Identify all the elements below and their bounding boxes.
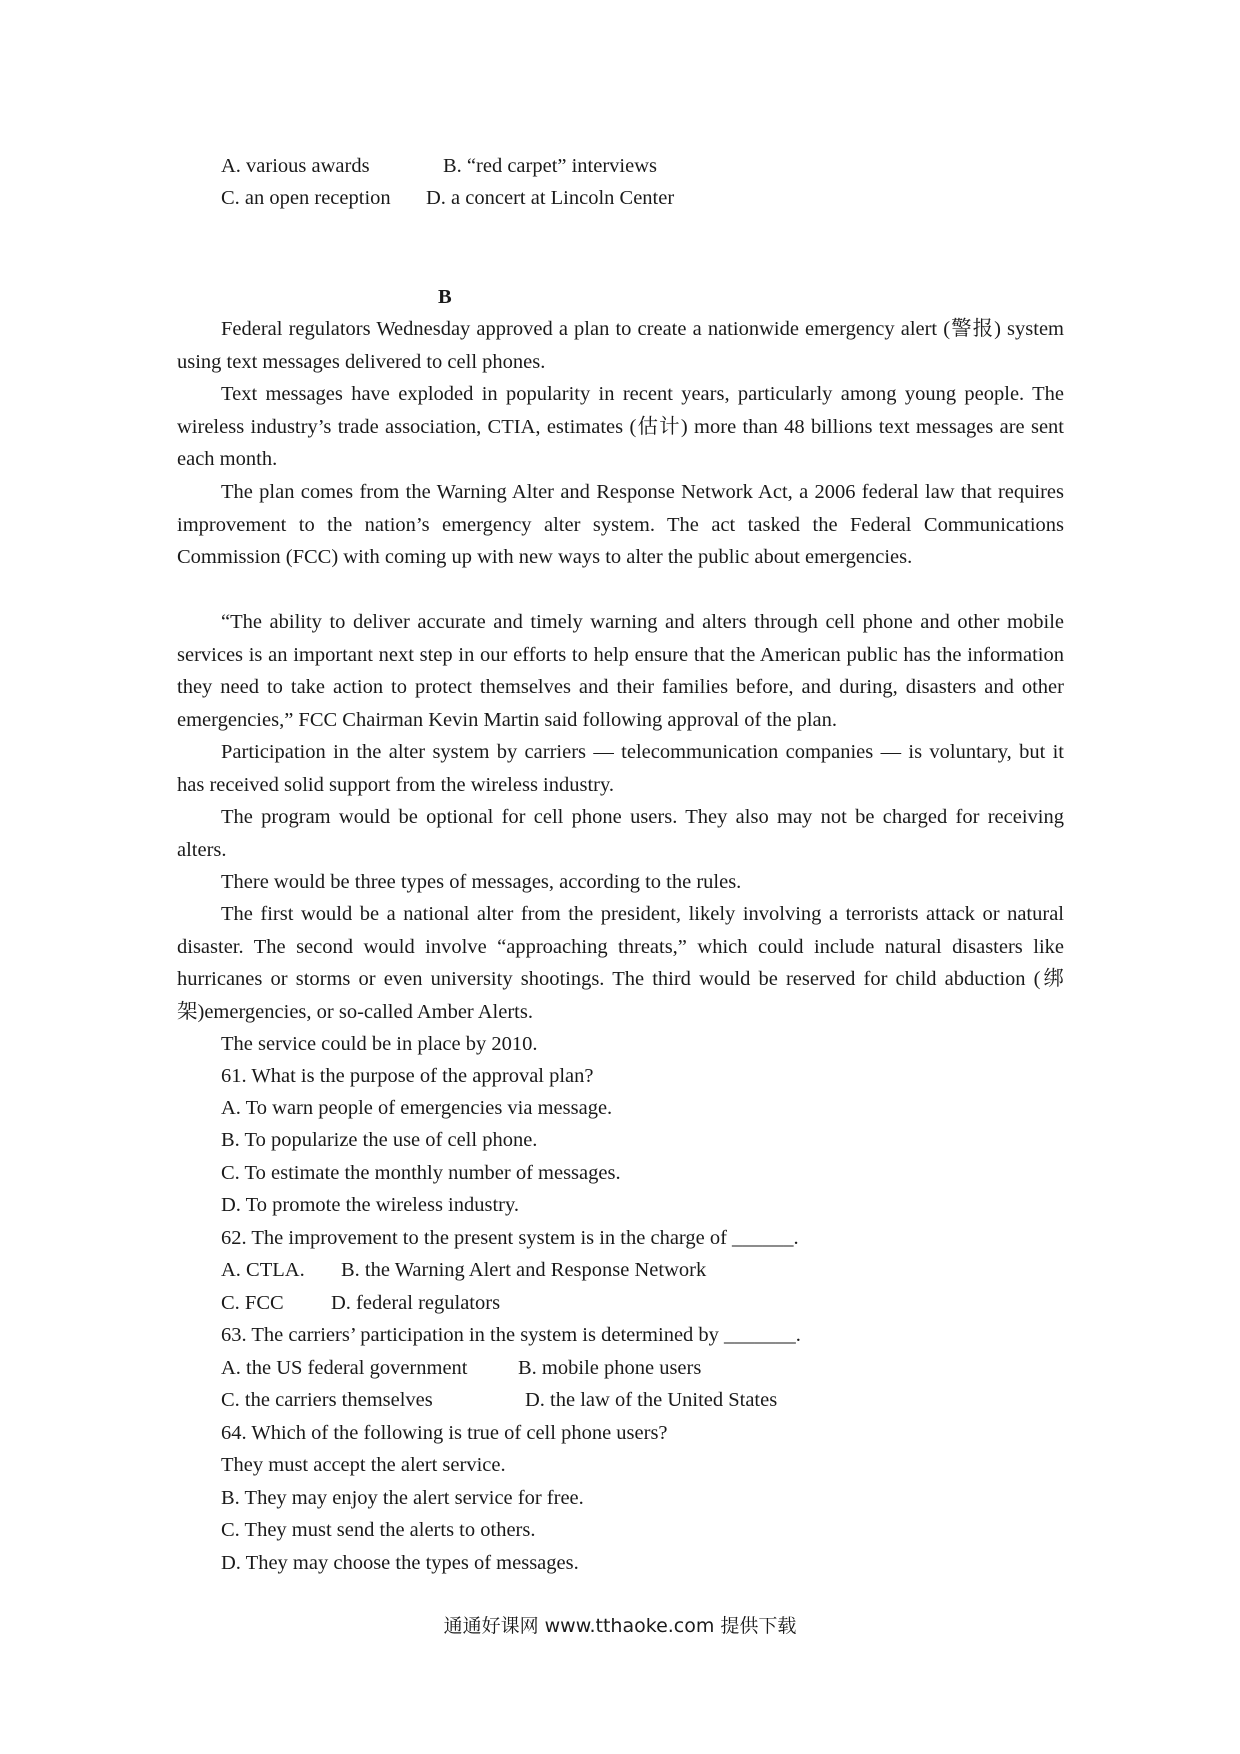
question-63-option-d: D. the law of the United States (525, 1389, 778, 1411)
question-63-option-c: C. the carriers themselves (221, 1389, 433, 1411)
prev-options-row-2 (221, 182, 675, 310)
question-61-option-b: B. To popularize the use of cell phone. (221, 1129, 538, 1151)
question-61-option-a: A. To warn people of emergencies via message. (221, 1097, 613, 1119)
question-62-option-d: D. federal regulators (331, 1292, 501, 1314)
passage-paragraph-4: “The ability to deliver accurate and timely warning and alters through cell phone and other mobile services is an important next step in our efforts to help ensure that the American public has the information they need to take action to protect themselves and their families before, and during, disasters and other emergencies,” FCC Chairman Kevin Martin said following approval of the plan. (177, 611, 1064, 731)
question-64-option-c: C. They must send the alerts to others. (221, 1519, 536, 1541)
prev-option-b: B. “red carpet” interviews (443, 155, 658, 177)
section-heading: B (438, 286, 452, 308)
question-64-option-a: They must accept the alert service. (221, 1454, 506, 1476)
question-64-option-b: B. They may enjoy the alert service for free. (221, 1487, 584, 1509)
question-62-option-c: C. FCC (221, 1292, 284, 1314)
prev-option-a: A. various awards (221, 155, 370, 177)
question-63-option-a: A. the US federal government (221, 1357, 468, 1379)
page-footer: 通通好课网 www.tthaoke.com 提供下载 (443, 1615, 797, 1637)
passage-paragraph-3: The plan comes from the Warning Alter and Response Network Act, a 2006 federal law that requires improvement to the nation’s emergency alter system. The act tasked the Federal Communications Commission (FCC) with coming up with new ways to alter the public about emergencies. (177, 481, 1064, 568)
prev-option-d: D. a concert at Lincoln Center (426, 187, 675, 209)
question-61-option-d: D. To promote the wireless industry. (221, 1194, 520, 1216)
passage-paragraph-9: The service could be in place by 2010. (221, 1033, 538, 1055)
passage-paragraph-6: The program would be optional for cell phone users. They also may not be charged for receiving alters. (177, 806, 1064, 861)
prev-option-c: C. an open reception (221, 187, 391, 209)
question-62-option-b: B. the Warning Alert and Response Network (341, 1259, 707, 1281)
passage-paragraph-8: The first would be a national alter from the president, likely involving a terrorists attack or natural disaster. The second would involve “approaching threats,” which could include natural disasters like hurricanes or storms or even university shootings. The third would be reserved for child abduction (绑架)emergencies, or so-called Amber Alerts. (177, 903, 1064, 1023)
question-63-stem: 63. The carriers’ participation in the system is determined by _______. (221, 1324, 801, 1346)
question-63-option-b: B. mobile phone users (518, 1357, 702, 1379)
passage-paragraph-5: Participation in the alter system by carriers — telecommunication companies — is voluntary, but it has received solid support from the wireless industry. (177, 741, 1064, 796)
question-64-stem: 64. Which of the following is true of cell phone users? (221, 1422, 668, 1444)
question-62-stem: 62. The improvement to the present system is in the charge of ______. (221, 1227, 799, 1249)
passage-paragraph-2: Text messages have exploded in popularity in recent years, particularly among young people. The wireless industry’s trade association, CTIA, estimates (估计) more than 48 billions text messages are sent each month. (177, 383, 1064, 470)
question-64-option-d: D. They may choose the types of messages. (221, 1552, 579, 1574)
question-61-stem: 61. What is the purpose of the approval plan? (221, 1065, 594, 1087)
question-62-option-a: A. CTLA. (221, 1259, 305, 1281)
passage-paragraph-7: There would be three types of messages, according to the rules. (221, 871, 742, 893)
question-61-option-c: C. To estimate the monthly number of messages. (221, 1162, 621, 1184)
passage-paragraph-1: Federal regulators Wednesday approved a plan to create a nationwide emergency alert (警报) system using text messages delivered to cell phones. (177, 318, 1064, 373)
